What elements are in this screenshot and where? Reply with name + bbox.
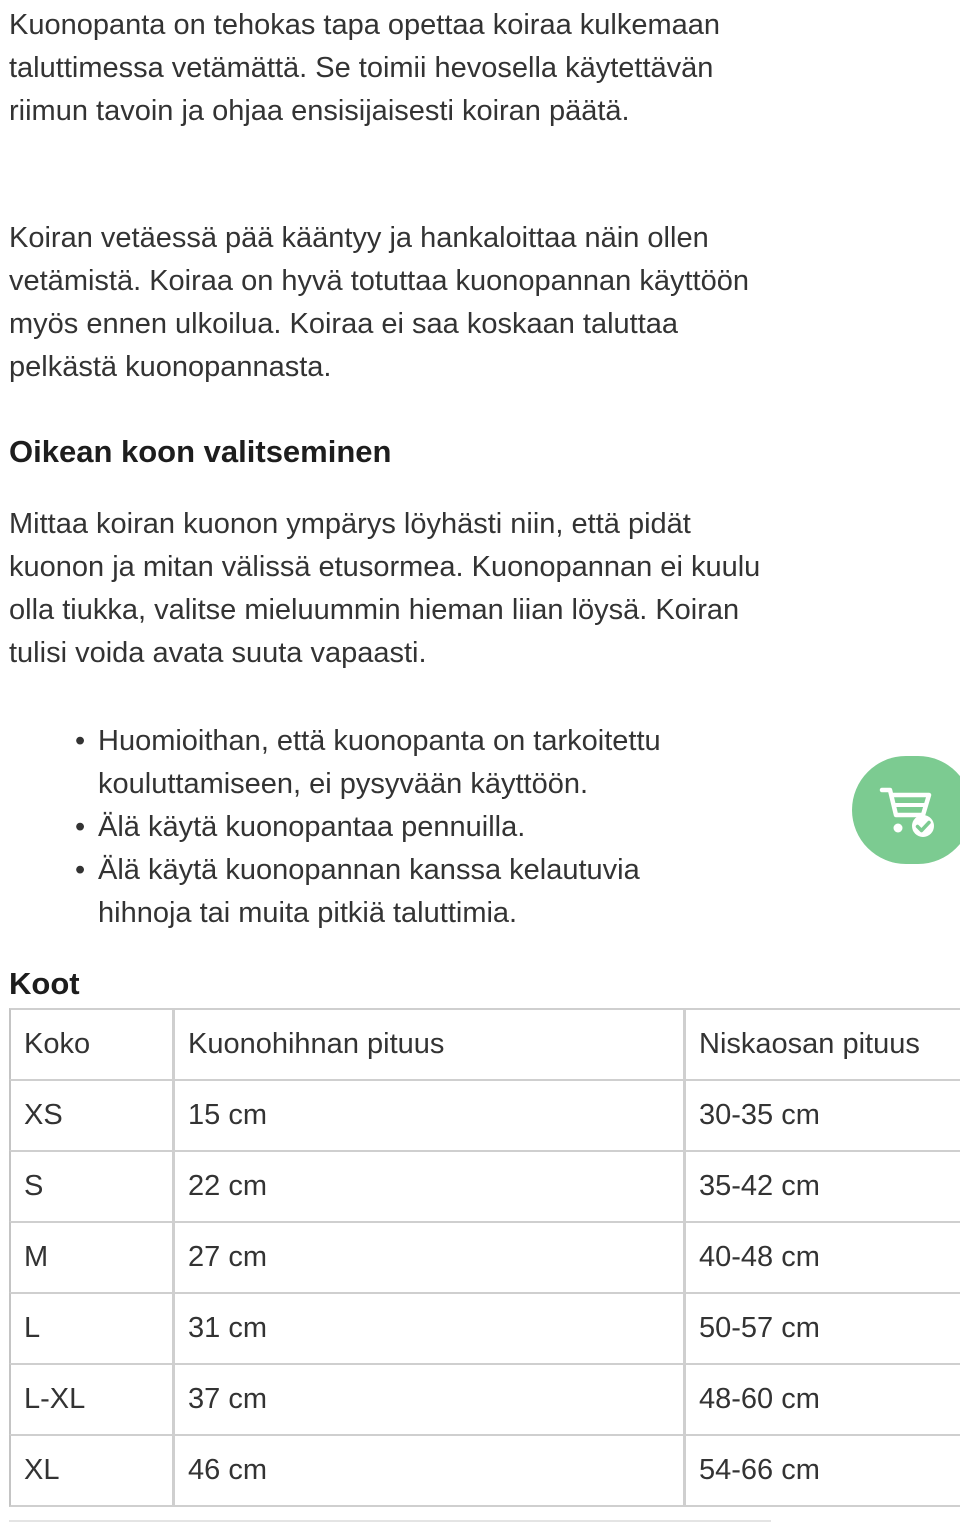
bullet: •	[75, 811, 86, 843]
column-header-size: Koko	[9, 1008, 172, 1079]
size-cell: S	[9, 1150, 172, 1221]
muzzle-length-cell: 37 cm	[172, 1363, 683, 1434]
table-row	[9, 1150, 960, 1221]
sizes-heading: Koot	[9, 966, 80, 1001]
neck-length-cell: 54-66 cm	[683, 1434, 960, 1507]
muzzle-length-cell: 22 cm	[172, 1150, 683, 1221]
table-row	[9, 1292, 960, 1363]
bullet: •	[75, 725, 86, 757]
size-cell: XL	[9, 1434, 172, 1507]
list-item-text: Huomioithan, että kuonopanta on tarkoitettu kouluttamiseen, ei pysyvään käyttöön.	[98, 725, 661, 800]
notes-list	[75, 720, 735, 935]
neck-length-cell: 48-60 cm	[683, 1363, 960, 1434]
muzzle-length-cell: 27 cm	[172, 1221, 683, 1292]
description-paragraph: Koiran vetäessä pää kääntyy ja hankaloittaa näin ollen vetämistä. Koiraa on hyvä totuttaa kuonopannan käyttöön myös ennen ulkoilua. Koiraa ei saa koskaan taluttaa pelkästä kuonopannasta.	[9, 222, 749, 383]
neck-length-cell: 35-42 cm	[683, 1150, 960, 1221]
list-item	[75, 806, 735, 849]
size-cell: XS	[9, 1079, 172, 1150]
table-row	[9, 1221, 960, 1292]
list-item	[75, 849, 735, 935]
size-guide-heading: Oikean koon valitseminen	[9, 434, 392, 469]
list-item-text: Älä käytä kuonopannan kanssa kelautuvia hihnoja tai muita pitkiä taluttimia.	[98, 854, 640, 929]
description-paragraph: Kuonopanta on tehokas tapa opettaa koiraa kulkemaan taluttimessa vetämättä. Se toimii hevosella käytettävän riimun tavoin ja ohjaa ensisijaisesti koiran päätä.	[9, 9, 721, 127]
neck-length-cell: 50-57 cm	[683, 1292, 960, 1363]
table-row	[9, 1434, 960, 1507]
neck-length-cell: 40-48 cm	[683, 1221, 960, 1292]
divider	[9, 1520, 771, 1522]
size-cell: L	[9, 1292, 172, 1363]
muzzle-length-cell: 15 cm	[172, 1079, 683, 1150]
description-paragraph: Mittaa koiran kuonon ympärys löyhästi niin, että pidät kuonon ja mitan välissä etusormea. Kuonopannan ei kuulu olla tiukka, valitse mieluummin hieman liian löysä. Koiran tulisi voida avata suuta vapaasti.	[9, 508, 761, 669]
list-item	[75, 720, 735, 806]
neck-length-cell: 30-35 cm	[683, 1079, 960, 1150]
size-table	[9, 1008, 960, 1507]
column-header-muzzle-strap: Kuonohihnan pituus	[172, 1008, 683, 1079]
size-cell: L-XL	[9, 1363, 172, 1434]
table-row	[9, 1079, 960, 1150]
cart-button[interactable]	[852, 756, 960, 864]
size-cell: M	[9, 1221, 172, 1292]
muzzle-length-cell: 46 cm	[172, 1434, 683, 1507]
muzzle-length-cell: 31 cm	[172, 1292, 683, 1363]
table-row	[9, 1363, 960, 1434]
list-item-text: Älä käytä kuonopantaa pennuilla.	[98, 811, 526, 843]
bullet: •	[75, 854, 86, 886]
table-header-row	[9, 1008, 960, 1079]
column-header-neck-strap: Niskaosan pituus	[683, 1008, 960, 1079]
cart-check-icon	[879, 783, 935, 839]
